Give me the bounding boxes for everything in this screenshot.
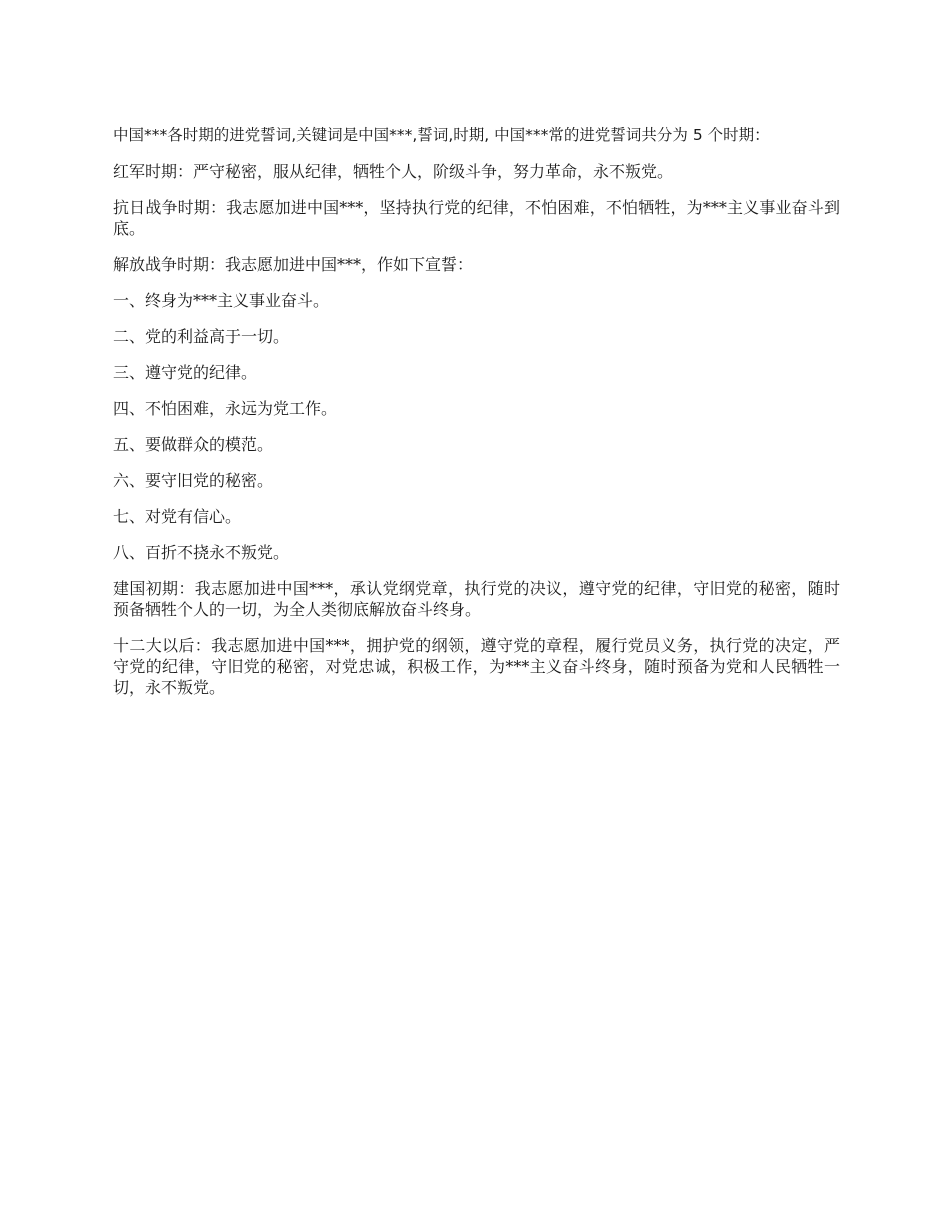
- early-prc-oath-paragraph: 建国初期：我志愿加进中国***，承认党纲党章，执行党的决议，遵守党的纪律，守旧党的秘密，随时预备牺牲个人的一切，为全人类彻底解放奋斗终身。: [113, 579, 840, 619]
- oath-item-8: 八、百折不挠永不叛党。: [113, 543, 290, 562]
- post-12th-congress-oath-paragraph: 十二大以后：我志愿加进中国***，拥护党的纲领，遵守党的章程，履行党员义务，执行党的决定，严守党的纪律，守旧党的秘密，对党忠诚，积极工作，为***主义奋斗终身，随时预备为党和人民牺牲一切，永不叛党。: [113, 636, 840, 697]
- liberation-war-oath-heading: 解放战争时期：我志愿加进中国***，作如下宣誓：: [113, 255, 474, 274]
- document-body: [113, 125, 840, 713]
- anti-japanese-war-oath-paragraph: 抗日战争时期：我志愿加进中国***，坚持执行党的纪律，不怕困难，不怕牺牲，为***主义事业奋斗到底。: [113, 198, 840, 238]
- red-army-oath-paragraph: 红军时期：严守秘密，服从纪律，牺牲个人，阶级斗争，努力革命，永不叛党。: [113, 162, 674, 181]
- oath-item-3: 三、遵守党的纪律。: [113, 363, 258, 382]
- oath-item-7: 七、对党有信心。: [113, 507, 242, 526]
- oath-item-6: 六、要守旧党的秘密。: [113, 471, 274, 490]
- oath-item-4: 四、不怕困难，永远为党工作。: [113, 399, 338, 418]
- oath-item-1: 一、终身为***主义事业奋斗。: [113, 291, 330, 310]
- oath-item-2: 二、党的利益高于一切。: [113, 327, 290, 346]
- intro-paragraph: 中国***各时期的进党誓词,关键词是中国***,誓词,时期, 中国***常的进党誓词共分为 5 个时期：: [113, 126, 770, 144]
- oath-item-5: 五、要做群众的模范。: [113, 435, 274, 454]
